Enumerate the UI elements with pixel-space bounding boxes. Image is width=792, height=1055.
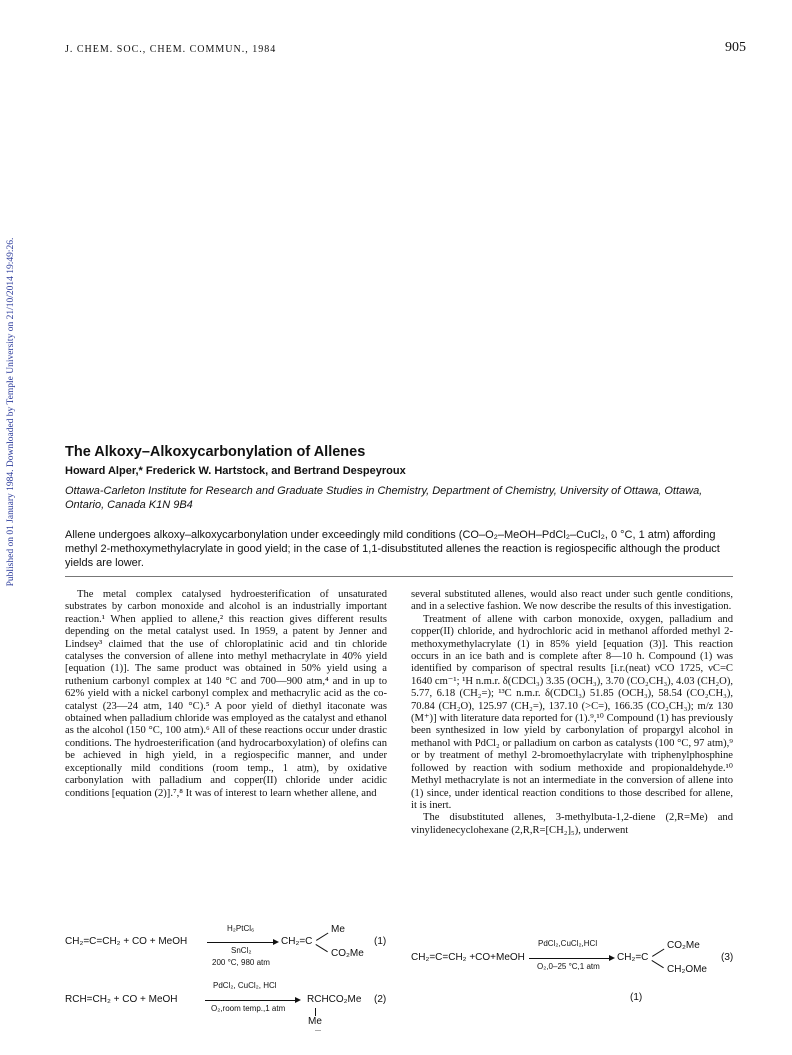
eq1-catalyst-above: H₂PtCl₆ <box>227 924 255 933</box>
eq2-product: RCHCO₂Me <box>307 994 362 1005</box>
article-authors: Howard Alper,* Frederick W. Hartstock, and Bertrand Despeyroux <box>65 465 406 477</box>
eq3-bond-up <box>652 949 664 957</box>
section-divider <box>65 576 733 577</box>
eq1-bond-down <box>315 944 327 952</box>
eq3-product-top: CO₂Me <box>667 940 700 951</box>
body-paragraph: The disubstituted allenes, 3-methylbuta-1,2-diene (2,R=Me) and vinylidenecyclohexane (2,R,R=[CH₂]₅), underwent <box>411 812 733 836</box>
article-affiliation: Ottawa-Carleton Institute for Research and Graduate Studies in Chemistry, Department of Chemistry, University of Ottawa, Ottawa, Ontario, Canada K1N 9B4 <box>65 485 703 511</box>
eq1-product-top: Me <box>331 924 345 935</box>
article-abstract <box>65 528 735 570</box>
eq3-product: CH₂=C <box>617 952 649 963</box>
eq1-product-bottom: CO₂Me <box>331 948 364 959</box>
eq1-catalyst-below: SnCl₂ <box>231 946 252 955</box>
eq1-bond-up <box>316 933 328 941</box>
eq1-product: CH₂=C <box>281 936 313 947</box>
running-header: J. CHEM. SOC., CHEM. COMMUN., 1984 <box>65 44 277 55</box>
eq2-number: (2) <box>374 994 387 1005</box>
body-paragraph: several substituted allenes, would also react under such gentle conditions, and in a selective fashion. We now describe the results of this investigation. <box>411 589 733 613</box>
eq2-arrowhead <box>295 997 301 1003</box>
body-column-left <box>65 589 387 800</box>
eq2-reactants: RCH=CH₂ + CO + MeOH <box>65 994 178 1005</box>
eq3-product-bottom: CH₂OMe <box>667 964 707 975</box>
article-title: The Alkoxy–Alkoxycarbonylation of Allenes <box>65 444 366 460</box>
page-number: 905 <box>725 40 746 55</box>
eq1-number: (1) <box>374 936 387 947</box>
eq3-catalyst-above: PdCl₂,CuCl₂,HCl <box>538 939 598 948</box>
eq3-reaction-arrow <box>529 958 609 959</box>
eq3-compound-label: (1) <box>630 992 643 1003</box>
eq3-bond-down <box>651 960 663 968</box>
equation-2 <box>65 980 395 1030</box>
download-watermark-text: Published on 01 January 1984. Downloaded by Temple University on 21/10/2014 19:49:26. <box>6 237 16 587</box>
body-paragraph: Treatment of allene with carbon monoxide, oxygen, palladium and copper(II) chloride, and hydrochloric acid in methanol afforded methyl 2-methoxymethylacrylate (1) in 85% yield [equation (3)]. This reaction occurs in an ice bath and is complete after 8—10 h. Compound (1) was identified by comparison of spectral results [i.r.(neat) νCO 1725, νC=C 1640 cm⁻¹; ¹H n.m.r. δ(CDCl₃) 3.35 (OCH₃), 3.70 (CO₂CH₃), 4.03 (CH₂O), 5.77, 6.18 (CH₂=); ¹³C n.m.r. δ(CDCl₃) 51.85 (OCH₃), 58.54 (CO₂CH₃), 70.84 (CH₂O), 125.97 (CH₂=), 137.10 (>C=), 166.35 (CO₂CH₃); m/z 130 (M⁺)] with literature data reported for (1).⁹,¹⁰ Compound (1) has previously been synthesized in low yield by carbonylation of propargyl alcohol in methanol with PdCl₂ or palladium on carbon as catalysts (100 °C, 97 atm),⁹ or by treatment of methyl 2-bromoethylacrylate with triphenylphosphine followed by reaction with sodium methoxide and propionaldehyde.¹⁰ Methyl methacrylate is not an intermediate in the conversion of allene into (1) since, under identical reaction conditions to those described for allene, it is inert. <box>411 613 733 811</box>
eq2-catalyst-above: PdCl₂, CuCl₂, HCl <box>213 981 277 990</box>
eq1-reactants: CH₂=C=CH₂ + CO + MeOH <box>65 936 188 947</box>
abstract-text: Allene undergoes alkoxy–alkoxycarbonylation under exceedingly mild conditions (CO–O₂–MeOH–PdCl₂–CuCl₂, 0 °C, 1 atm) affording methyl 2-methoxymethylacrylate in good yield; in the case of 1,1-disubstituted allenes the reaction is regiospecific although the product yields are lower. <box>65 529 720 569</box>
eq1-arrowhead <box>273 939 279 945</box>
eq1-reaction-arrow <box>207 942 273 943</box>
eq2-reaction-arrow <box>205 1000 295 1001</box>
equation-3 <box>411 938 741 1018</box>
eq2-conditions: O₂,room temp.,1 atm <box>211 1004 286 1013</box>
eq2-substituent-bond <box>315 1008 316 1016</box>
body-paragraph: The metal complex catalysed hydroesterification of unsaturated substrates by carbon monoxide and alcohol is an industrially important reaction.¹ When applied to allene,² this reaction gives different results depending on the metal catalyst used. In 1959, a patent by Jenner and Lindsey³ claimed that the use of chloroplatinic acid and tin chloride catalyses the conversion of allene into methyl methacrylate in 40% yield [equation (1)]. The same product was obtained in 50% yield using a ruthenium carbonyl complex at 140 °C and 700—900 atm,⁴ and in up to 62% yield with a nickel carbonyl complex and methacrylic acid as the co-catalyst (23—24 atm, 140 °C).⁵ A poor yield of diethyl itaconate was obtained when palladium chloride was employed as the catalyst and ethanol as the alcohol (150 °C, 100 atm).⁶ All of these reactions occur under drastic conditions. The hydroesterification (and hydrocarboxylation) of olefins can be achieved in high yield, in a regiospecific manner, and under exceptionally mild conditions (room temp., 1 atm), by oxidative carbonylation with palladium and copper(II) chloride under acidic conditions [equation (2)].⁷,⁸ It was of interest to learn whether allene, and <box>65 589 387 799</box>
eq3-arrowhead <box>609 955 615 961</box>
eq1-conditions: 200 °C, 980 atm <box>212 958 270 967</box>
equation-1 <box>65 918 395 968</box>
page-mark <box>315 1030 321 1031</box>
eq3-number: (3) <box>721 952 734 963</box>
eq3-reactants: CH₂=C=CH₂ +CO+MeOH <box>411 952 525 963</box>
body-column-right <box>411 589 733 837</box>
download-watermark <box>3 192 19 632</box>
eq3-conditions: O₂,0–25 °C,1 atm <box>537 962 600 971</box>
eq2-product-sub: Me <box>308 1016 322 1027</box>
